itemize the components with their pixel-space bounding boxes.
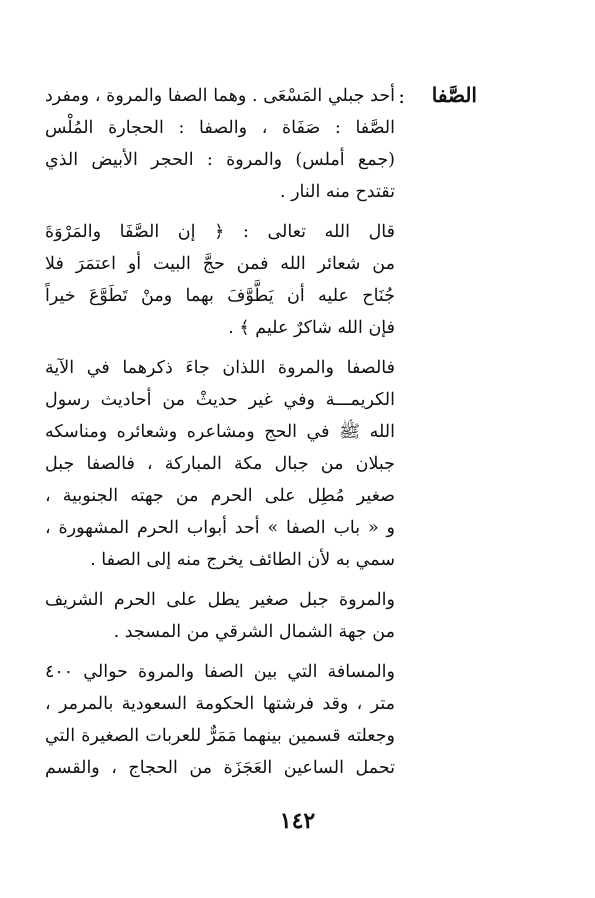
text-line: جبلان من جبال مكة المباركة ، فالصفا جبل [45,454,395,474]
text-line: من شعائر الله فمن حجَّ البيت أو اعتمَرَ فلا [45,254,395,274]
paragraph-1 [45,80,395,208]
text-line: سمي به لأن الطائف يخرج منه إلى الصفا . [90,550,395,570]
text-line: فالصفا والمروة اللذان جاءَ ذكرهما في الآية [45,358,395,378]
text-line: فإن الله شاكرٌ عليم ﴾ . [228,318,395,338]
text-line: والمروة جبل صغير يطل على الحرم الشريف [45,590,395,610]
text-line: والمسافة التي بين الصفا والمروة حوالي ٤٠٠ [45,662,395,682]
headword: الصَّفا [431,83,477,107]
text-line: و « باب الصفا » أحد أبواب الحرم المشهورة ، [45,518,395,538]
text-line: (جمع أملس) والمروة : الحجر الأبيض الذي [45,150,395,170]
text-line: وجعلته قسمين بينهما مَمَرٌّ للعربات الصغيرة التي [45,726,395,746]
headword-colon: : [398,84,405,108]
text-line: قال الله تعالى : ﴿ إن الصَّفَا والمَرْوَةَ [45,222,395,242]
paragraph-2 [45,216,395,344]
text-line: متر ، وقد فرشتها الحكومة السعودية بالمرمر ، [45,694,395,714]
page-number: ١٤٢ [279,808,316,834]
text-line: الله ﷺ في الحج ومشاعره وشعائره ومناسكه [45,422,395,442]
text-line: جُنَاح عليه أن يَطَّوَّفَ بهما ومنْ تَطَوَّعَ خيراً [45,286,395,306]
text-line: من جهة الشمال الشرقي من المسجد . [113,622,395,642]
text-line: أحد جبلي المَسْعَى . وهما الصفا والمروة ، ومفرد [45,86,395,106]
text-line: صغير مُطِل على الحرم من جهته الجنوبية ، [45,486,395,506]
entry-body [45,80,395,784]
paragraph-3 [45,352,395,576]
text-line: الصَّفا : صَفَاة ، والصفا : الحجارة المُلْس [45,118,395,138]
text-line: تحمل الساعين العَجَزَة من الحجاج ، والقسم [45,758,395,778]
paragraph-5 [45,656,395,784]
text-line: الكريمـــة وفي غير حديثْ من أحاديث رسول [45,390,395,410]
paragraph-4 [45,584,395,648]
text-line: تقتدح منه النار . [279,182,395,202]
